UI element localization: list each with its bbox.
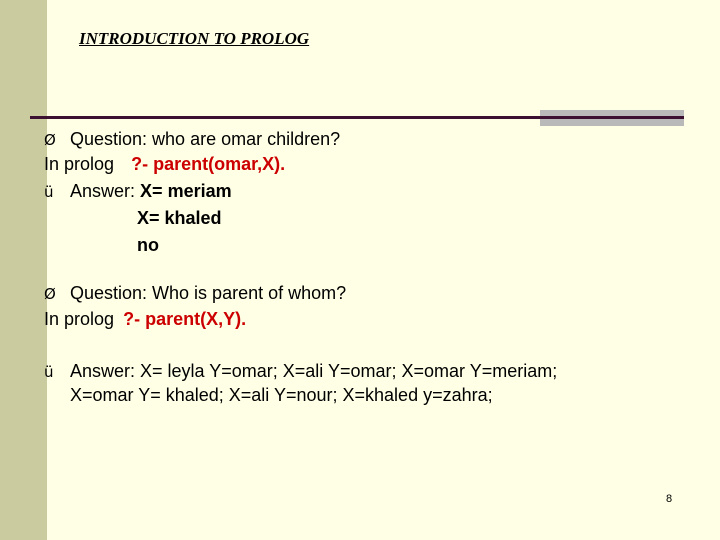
check-bullet-icon: ü [44, 183, 54, 201]
prolog-prefix: In prolog [44, 154, 115, 174]
question-1 [44, 128, 340, 151]
left-accent-bar [0, 0, 47, 540]
arrow-bullet-icon: Ø [44, 131, 56, 149]
arrow-bullet-icon: Ø [44, 285, 56, 303]
answer-1-label: Answer: [70, 181, 136, 201]
check-bullet-icon: ü [44, 363, 54, 381]
page-number: 8 [666, 493, 673, 505]
question-2 [44, 282, 346, 305]
answer-2-line-2: X=omar Y= khaled; X=ali Y=nour; X=khaled y=zahra; [70, 385, 493, 405]
question-2-text: Question: Who is parent of whom? [70, 283, 347, 303]
prolog-prefix: In prolog [44, 309, 115, 329]
answer-1-value-3: no [137, 235, 159, 255]
title-divider [30, 116, 544, 119]
query-1-text: ?- parent(omar,X). [131, 154, 286, 174]
question-1-text: Question: who are omar children? [70, 129, 341, 149]
query-1 [44, 153, 285, 175]
query-2 [44, 308, 246, 330]
answer-2 [44, 360, 557, 383]
answer-1-value-2: X= khaled [137, 208, 222, 228]
answer-1-value-1: X= meriam [140, 181, 232, 201]
slide-title: INTRODUCTION TO PROLOG [79, 29, 310, 48]
divider-accent-block [540, 110, 684, 126]
query-2-text: ?- parent(X,Y). [123, 309, 247, 329]
answer-1 [44, 180, 232, 203]
answer-2-line-1: Answer: X= leyla Y=omar; X=ali Y=omar; X=omar Y=meriam; [70, 361, 558, 381]
